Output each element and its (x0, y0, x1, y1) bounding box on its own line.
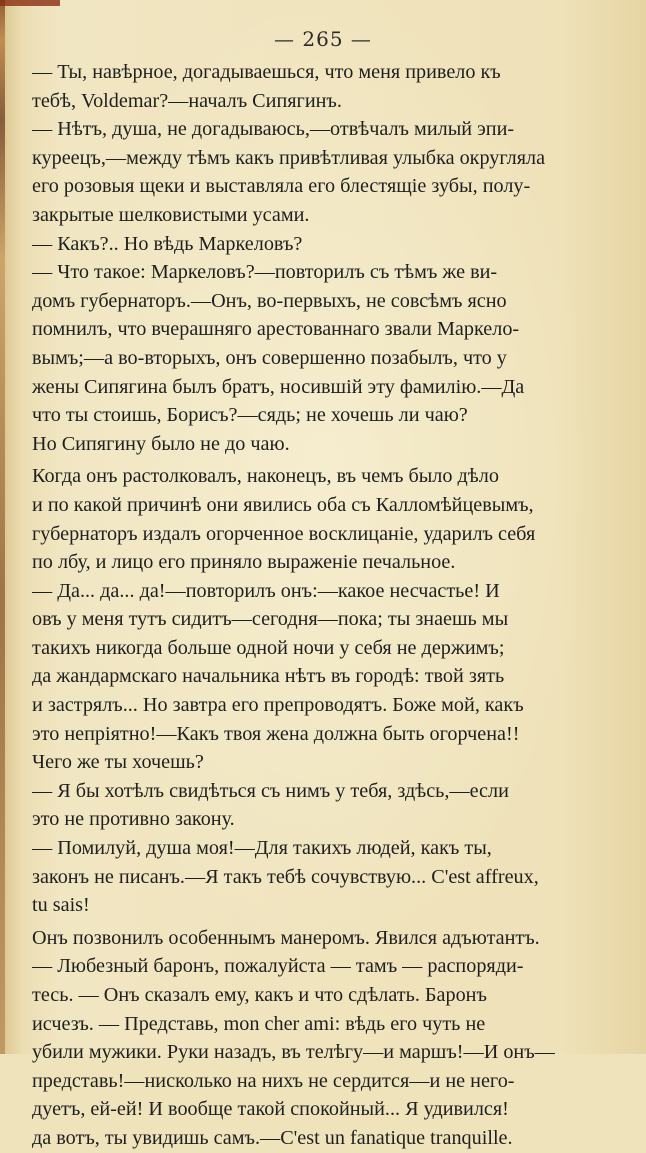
text-line: да жандармскаго начальника нѣтъ въ городѣ: твой зять (32, 665, 505, 688)
text-line: представь!—нисколько на нихъ не сердится—и не него- (32, 1069, 515, 1092)
text-line: губернаторъ издалъ огорченное восклицаніе, ударилъ себя (32, 522, 536, 545)
page-number: — 265 — (274, 27, 372, 51)
text-line: вымъ;—а во-вторыхъ, онъ совершенно позабылъ, что у (32, 346, 507, 369)
text-line: Онъ позвонилъ особеннымъ манеромъ. Явился адъютантъ. (32, 926, 540, 949)
text-line: домъ губернаторъ.—Онъ, во-первыхъ, не совсѣмъ ясно (32, 289, 507, 312)
text-line: закрытые шелковистыми усами. (32, 203, 310, 226)
text-line: да вотъ, ты увидишь самъ.—C'est un fanatique tranquille. (32, 1126, 513, 1149)
body-text (32, 58, 616, 1153)
text-line: тебѣ, Voldemar?—началъ Сипягинъ. (32, 89, 342, 112)
text-line: жены Сипягина былъ братъ, носившій эту фамилію.—Да (32, 375, 525, 398)
text-line: и по какой причинѣ они явились оба съ Калломѣйцевымъ, (32, 493, 534, 516)
page-edge-binding (0, 0, 5, 1054)
text-line: tu sais! (32, 894, 90, 917)
text-line: — Нѣтъ, душа, не догадываюсь,—отвѣчалъ милый эпи- (32, 118, 515, 141)
text-line: Но Сипягину было не до чаю. (32, 432, 290, 455)
text-line: дуетъ, ей-ей! И вообще такой спокойный... Я удивился! (32, 1098, 509, 1121)
text-line: Чего же ты хочешь? (32, 751, 204, 774)
text-line: это непріятно!—Какъ твоя жена должна быть огорчена!! (32, 722, 520, 745)
text-line: овъ у меня тутъ сидитъ—сегодня—пока; ты знаешь мы (32, 608, 509, 631)
text-line: — Я бы хотѣлъ свидѣться съ нимъ у тебя, здѣсь,—если (32, 779, 509, 802)
text-line: куреецъ,—между тѣмъ какъ привѣтливая улыбка округляла (32, 146, 546, 169)
text-line: — Любезный баронъ, пожалуйста — тамъ — распоряди- (32, 955, 524, 978)
text-line: Когда онъ растолковалъ, наконецъ, въ чемъ было дѣло (32, 465, 499, 488)
text-line: — Ты, навѣрное, догадываешься, что меня привело къ (32, 61, 501, 83)
text-line: законъ не писанъ.—Я такъ тебѣ сочувствую... C'est affreux, (32, 865, 539, 888)
text-line: тесь. — Онъ сказалъ ему, какъ и что сдѣлать. Баронъ (32, 984, 487, 1006)
text-line: и застрялъ... Но завтра его препроводятъ. Боже мой, какъ (32, 694, 524, 717)
text-line: — Помилуй, душа моя!—Для такихъ людей, какъ ты, (32, 837, 492, 860)
text-line: его розовыя щеки и выставляла его блестящіе зубы, полу- (32, 175, 531, 198)
text-line: — Какъ?.. Но вѣдь Маркеловъ? (32, 232, 303, 255)
text-line: помнилъ, что вчерашняго арестованнаго звали Маркело- (32, 318, 520, 341)
text-line: убили мужики. Руки назадъ, въ телѣгу—и маршъ!—И онъ— (32, 1041, 555, 1064)
text-line: что ты стоишь, Борисъ?—сядь; не хочешь ли чаю? (32, 404, 468, 427)
text-line: по лбу, и лицо его приняло выраженіе печальное. (32, 551, 456, 574)
page-corner-stain (0, 0, 60, 6)
text-line: такихъ никогда больше одной ночи у себя не держимъ; (32, 636, 505, 659)
text-line: исчезъ. — Представь, mon cher ami: вѣдь его чуть не (32, 1012, 486, 1035)
text-line: — Что такое: Маркеловъ?—повторилъ съ тѣмъ же ви- (32, 261, 498, 284)
text-line: это не противно закону. (32, 808, 235, 831)
text-line: — Да... да... да!—повторилъ онъ:—какое несчастье! И (32, 579, 500, 602)
